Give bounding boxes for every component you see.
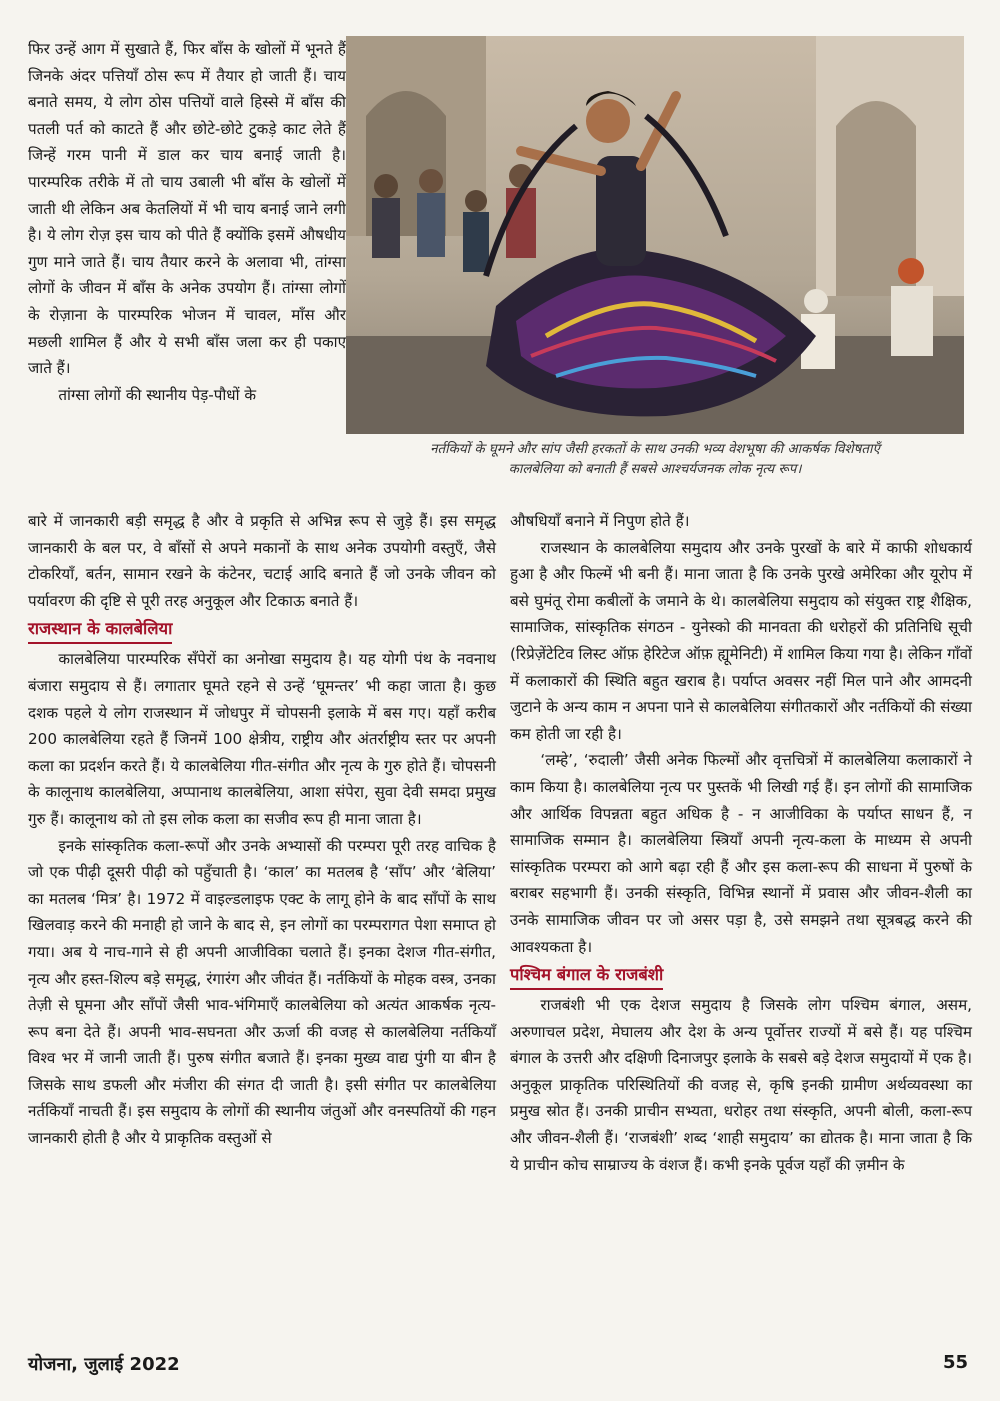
paragraph-bamboo-tea: फिर उन्हें आग में सुखाते हैं, फिर बाँस के खोलों में भूनते हैं जिनके अंदर पत्तियाँ ठोस रूप में तैयार हो जाती हैं। चाय बनाते समय, ये लोग ठोस पत्तियों वाले हिस्से में बाँस की पतली पर्त को काटते हैं और छोटे-छोटे टुकड़े काट लेते हैं जिन्हें गरम पानी में डाल कर चाय बनाई जाती है। पारम्परिक तरीके में तो चाय उबाली भी बाँस के खोलों में जाती थी लेकिन अब केतलियों में भी चाय बनाई जाने लगी है। ये लोग रोज़ इस चाय को पीते हैं क्योंकि इसमें औषधीय गुण माने जाते हैं। चाय तैयार करने के अलावा भी, तांग्सा लोगों के जीवन में बाँस के अनेक उपयोग हैं। तांग्सा लोगों के रोज़ाना के पारम्परिक भोजन में चावल, माँस और मछली शामिल हैं और ये सभी बाँस जला कर ही पकाए जाते हैं। [28,40,346,378]
paragraph-kalbelia-films: ‘लम्हे’, ‘रुदाली’ जैसी अनेक फिल्मों और वृत्तचित्रों में कालबेलिया कलाकारों ने काम किया है। कालबेलिया नृत्य पर पुस्तकें भी लिखी गई हैं। इन लोगों की सामाजिक और आर्थिक विपन्नता बहुत अधिक है - न आजीविका के पर्याप्त साधन हैं, न सामाजिक सम्मान है। कालबेलिया स्त्रियाँ अपनी नृत्य-कला के माध्यम से अपनी सांस्कृतिक परम्परा को आगे बढ़ा रही हैं और इस कला-रूप की साधना में पुरुषों के बराबर सहभागी हैं। उनकी संस्कृति, विभिन्न स्थानों में प्रवास और जीवन-शैली का उनके सामाजिक जीवन पर जो असर पड़ा है, उसे समझने तथा सूत्रबद्ध करने की आवश्यकता है। [510,751,972,956]
dancer-illustration [346,36,964,434]
paragraph-kalbelia-research: राजस्थान के कालबेलिया समुदाय और उनके पुरखों के बारे में काफी शोधकार्य हुआ है और फिल्में भी बनी हैं। माना जाता है कि उनके पुरखे अमेरिका और यूरोप में बसे घुमंतू रोमा कबीलों के जमाने के थे। कालबेलिया समुदाय को संयुक्त राष्ट्र शैक्षिक, सामाजिक, सांस्कृतिक संगठन - युनेस्को की मानवता की धरोहरों की प्रतिनिधि सूची (रिप्रेज़ेंटेटिव लिस्ट ऑफ़ हेरिटेज ऑफ़ ह्यूमेनिटी) में शामिल किया गया है। लेकिन गाँवों में कलाकारों की स्थिति बहुत खराब है। पर्याप्त अवसर नहीं मिल पाने और आमदनी जुटाने के अन्य काम न अपना पाने से कालबेलिया संगीतकारों और नर्तकियों की संख्या कम होती जा रही है। [510,538,972,743]
section-heading-rajbanshi: पश्चिम बंगाल के राजबंशी [510,962,663,990]
paragraph-rajbanshi: राजबंशी भी एक देशज समुदाय है जिसके लोग पश्चिम बंगाल, असम, अरुणाचल प्रदेश, मेघालय और देश के अन्य पूर्वोत्तर राज्यों में बसे हैं। यह पश्चिम बंगाल के उत्तरी और दक्षिणी दिनाजपुर इलाके के सबसे बड़े देशज समुदायों में एक है। अनुकूल प्राकृतिक परिस्थितियों की वजह से, कृषि इनकी ग्रामीण अर्थव्यवस्था का प्रमुख स्रोत हैं। उनकी प्राचीन सभ्यता, धरोहर तथा संस्कृति, अपनी बोली, कला-रूप और जीवन-शैली हैं। ‘राजबंशी’ शब्द ‘शाही समुदाय’ का द्योतक है। माना जाता है कि ये प्राचीन कोच साम्राज्य के वंशज हैं। कभी इनके पूर्वज यहाँ की ज़मीन के [510,996,972,1174]
paragraph-kalbelia-culture: इनके सांस्कृतिक कला-रूपों और उनके अभ्यासों की परम्परा पूरी तरह वाचिक है जो एक पीढ़ी दूसरी पीढ़ी को पहुँचाती है। ‘काल’ का मतलब है ‘साँप’ और ‘बेलिया’ का मतलब ‘मित्र’ है। 1972 में वाइल्डलाइफ एक्ट के लागू होने के बाद साँपों के साथ खिलवाड़ करने की मनाही हो जाने के बाद से, इन लोगों का परम्परागत पेशा समाप्त हो गया। अब ये नाच-गाने से ही अपनी आजीविका चलाते हैं। इनका देशज गीत-संगीत, नृत्य और हस्त-शिल्प बड़े समृद्ध, रंगारंग और जीवंत हैं। नर्तकियों के मोहक वस्त्र, उनका तेज़ी से घूमना और साँपों जैसी भाव-भंगिमाएँ कालबेलिया को अत्यंत आकर्षक नृत्य-रूप बना देते हैं। अपनी भाव-सघनता और ऊर्जा की वजह से कालबेलिया नर्तकियाँ विश्व भर में जानी जाती हैं। पुरुष संगीत बजाते हैं। इनका मुख्य वाद्य पुंगी या बीन है जिसके साथ डफली और मंजीरा की संगत दी जाती है। इसी संगीत पर कालबेलिया नर्तकियाँ नाचती हैं। इस समुदाय के लोगों की स्थानीय जंतुओं और वनस्पतियों की गहन जानकारी होती है और ये प्राकृतिक वस्तुओं से [28,836,496,1148]
page-number: 55 [942,1352,968,1373]
left-column-bottom [28,508,496,1152]
left-column-top [28,36,346,408]
paragraph-medicine: औषधियाँ बनाने में निपुण होते हैं। [510,512,690,530]
photo-caption [350,440,960,480]
paragraph-tangsa-continued: बारे में जानकारी बड़ी समृद्ध है और वे प्रकृति से अभिन्न रूप से जुड़े हैं। इस समृद्ध जानकारी के बल पर, वे बाँसों से अपने मकानों के साथ अनेक उपयोगी वस्तुएँ, जैसे टोकरियाँ, बर्तन, सामान रखने के कंटेनर, चटाई आदि बनाते हैं जो उनके जीवन को पर्यावरण की दृष्टि से पूरी तरह अनुकूल और टिकाऊ बनाते हैं। [28,512,496,610]
right-column [510,508,972,1178]
magazine-issue-footer: योजना, जुलाई 2022 [28,1354,180,1375]
kalbelia-dancer-photo [346,36,964,434]
paragraph-tangsa-start: तांग्सा लोगों की स्थानीय पेड़-पौधों के [58,385,257,404]
paragraph-kalbelia-intro: कालबेलिया पारम्परिक सँपेरों का अनोखा समुदाय है। यह योगी पंथ के नवनाथ बंजारा समुदाय से हैं। लगातार घूमते रहने से उन्हें ‘घूमन्तर’ भी कहा जाता है। कुछ दशक पहले ये लोग राजस्थान में जोधपुर में चोपसनी इलाके में बस गए। यहाँ करीब 200 कालबेलिया रहते हैं जिनमें 100 क्षेत्रीय, राष्ट्रीय और अंतर्राष्ट्रीय स्तर पर अपनी कला का प्रदर्शन करते हैं। ये कालबेलिया गीत-संगीत और नृत्य के गुरु होते हैं। चोपसनी के कालूनाथ कालबेलिया, अप्पानाथ कालबेलिया, आशा संपेरा, सुवा देवी समदा प्रमुख गुरु हैं। कालूनाथ को तो इस लोक कला का सजीव रूप ही माना जाता है। [28,650,496,828]
caption-line-1: नर्तकियों के घूमने और सांप जैसी हरकतों के साथ उनकी भव्य वेशभूषा की आकर्षक विशेषताएँ [430,442,880,457]
section-heading-kalbelia: राजस्थान के कालबेलिया [28,616,172,644]
caption-line-2: कालबेलिया को बनाती हैं सबसे आश्चर्यजनक लोक नृत्य रूप। [508,462,802,477]
